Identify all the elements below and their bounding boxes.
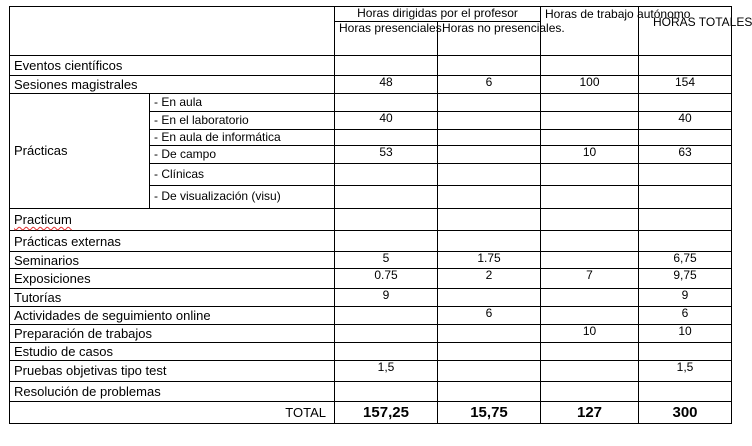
table-row — [10, 93, 732, 111]
cell-no-presenciales — [438, 130, 541, 146]
cell-no-presenciales — [438, 288, 541, 306]
cell-no-presenciales — [438, 361, 541, 381]
cell-no-presenciales — [438, 231, 541, 252]
table-row — [10, 75, 732, 93]
row-label-practicas: Prácticas — [10, 93, 150, 208]
cell-no-presenciales — [438, 111, 541, 129]
cell-presenciales — [335, 381, 438, 401]
cell-no-presenciales — [438, 208, 541, 230]
cell-total: 10 — [639, 324, 732, 342]
total-label: TOTAL — [10, 401, 335, 423]
cell-autonomo — [541, 208, 639, 230]
cell-no-presenciales — [438, 324, 541, 342]
table-row — [10, 306, 732, 324]
cell-total: 63 — [639, 146, 732, 164]
total-row — [10, 401, 732, 423]
cell-presenciales — [335, 164, 438, 185]
cell-total: 6 — [639, 306, 732, 324]
row-label-seminarios: Seminarios — [10, 252, 335, 269]
cell-total: 6,75 — [639, 252, 732, 269]
row-label-problemas: Resolución de problemas — [10, 381, 335, 401]
cell-total: 9 — [639, 288, 732, 306]
header-blank-cell — [10, 7, 335, 56]
cell-total — [639, 130, 732, 146]
cell-autonomo — [541, 288, 639, 306]
table-row — [10, 208, 732, 230]
row-label-casos: Estudio de casos — [10, 343, 335, 361]
subrow-label-informatica: - En aula de informática — [150, 130, 335, 146]
cell-presenciales — [335, 93, 438, 111]
cell-presenciales — [335, 324, 438, 342]
cell-presenciales — [335, 56, 438, 75]
cell-no-presenciales — [438, 164, 541, 185]
cell-autonomo — [541, 93, 639, 111]
cell-no-presenciales — [438, 146, 541, 164]
cell-total: 1,5 — [639, 361, 732, 381]
header-presenciales: Horas presenciales. — [335, 22, 438, 56]
row-label-externas: Prácticas externas — [10, 231, 335, 252]
cell-presenciales: 1,5 — [335, 361, 438, 381]
cell-presenciales: 48 — [335, 75, 438, 93]
cell-no-presenciales — [438, 93, 541, 111]
cell-presenciales — [335, 185, 438, 208]
table-row — [10, 361, 732, 381]
cell-presenciales — [335, 306, 438, 324]
table-row — [10, 269, 732, 288]
cell-presenciales — [335, 130, 438, 146]
table-row — [10, 56, 732, 75]
table-row — [10, 324, 732, 342]
subrow-label-laboratorio: - En el laboratorio — [150, 111, 335, 129]
header-totales: HORAS TOTALES — [639, 7, 732, 56]
cell-autonomo — [541, 252, 639, 269]
header-group-professor: Horas dirigidas por el profesor — [335, 7, 541, 22]
cell-total — [639, 208, 732, 230]
practicum-text: Practicum — [14, 211, 72, 227]
cell-presenciales: 9 — [335, 288, 438, 306]
cell-autonomo: 10 — [541, 146, 639, 164]
row-label-online: Actividades de seguimiento online — [10, 306, 335, 324]
cell-autonomo — [541, 185, 639, 208]
table-row — [10, 343, 732, 361]
cell-no-presenciales: 6 — [438, 306, 541, 324]
cell-autonomo — [541, 231, 639, 252]
total-autonomo: 127 — [541, 401, 639, 423]
row-label-tutorias: Tutorías — [10, 288, 335, 306]
cell-total — [639, 231, 732, 252]
cell-presenciales — [335, 231, 438, 252]
cell-presenciales — [335, 208, 438, 230]
cell-presenciales — [335, 343, 438, 361]
total-no-presenciales: 15,75 — [438, 401, 541, 423]
hours-table — [9, 6, 752, 424]
row-label-exposiciones: Exposiciones — [10, 269, 335, 288]
cell-no-presenciales — [438, 185, 541, 208]
table-row — [10, 231, 732, 252]
cell-autonomo — [541, 361, 639, 381]
cell-autonomo — [541, 381, 639, 401]
cell-total — [639, 381, 732, 401]
header-autonomo: Horas de trabajo autónomo — [541, 7, 639, 56]
row-label-eventos: Eventos científicos — [10, 56, 335, 75]
total-presenciales: 157,25 — [335, 401, 438, 423]
row-label-practicum — [10, 208, 335, 230]
cell-total — [639, 343, 732, 361]
cell-total — [639, 185, 732, 208]
subrow-label-en-aula: - En aula — [150, 93, 335, 111]
cell-autonomo — [541, 343, 639, 361]
cell-presenciales: 5 — [335, 252, 438, 269]
total-total: 300 — [639, 401, 732, 423]
cell-autonomo: 100 — [541, 75, 639, 93]
cell-total — [639, 93, 732, 111]
cell-autonomo: 7 — [541, 269, 639, 288]
cell-presenciales: 40 — [335, 111, 438, 129]
subrow-label-campo: - De campo — [150, 146, 335, 164]
cell-total — [639, 56, 732, 75]
cell-no-presenciales — [438, 381, 541, 401]
cell-total: 40 — [639, 111, 732, 129]
cell-autonomo — [541, 111, 639, 129]
cell-presenciales: 53 — [335, 146, 438, 164]
cell-autonomo — [541, 130, 639, 146]
table-row — [10, 252, 732, 269]
cell-no-presenciales: 6 — [438, 75, 541, 93]
cell-autonomo — [541, 164, 639, 185]
cell-total: 154 — [639, 75, 732, 93]
table-row — [10, 381, 732, 401]
cell-presenciales: 0.75 — [335, 269, 438, 288]
table-row — [10, 288, 732, 306]
cell-autonomo — [541, 306, 639, 324]
cell-no-presenciales: 2 — [438, 269, 541, 288]
cell-no-presenciales — [438, 343, 541, 361]
row-label-trabajos: Preparación de trabajos — [10, 324, 335, 342]
cell-total — [639, 164, 732, 185]
subrow-label-clinicas: - Clínicas — [150, 164, 335, 185]
cell-no-presenciales — [438, 56, 541, 75]
cell-autonomo: 10 — [541, 324, 639, 342]
cell-autonomo — [541, 56, 639, 75]
header-no-presenciales: Horas no presenciales. — [438, 22, 541, 56]
cell-no-presenciales: 1.75 — [438, 252, 541, 269]
cell-total: 9,75 — [639, 269, 732, 288]
row-label-sesiones: Sesiones magistrales — [10, 75, 335, 93]
row-label-pruebas: Pruebas objetivas tipo test — [10, 361, 335, 381]
subrow-label-visualizacion: - De visualización (visu) — [150, 185, 335, 208]
